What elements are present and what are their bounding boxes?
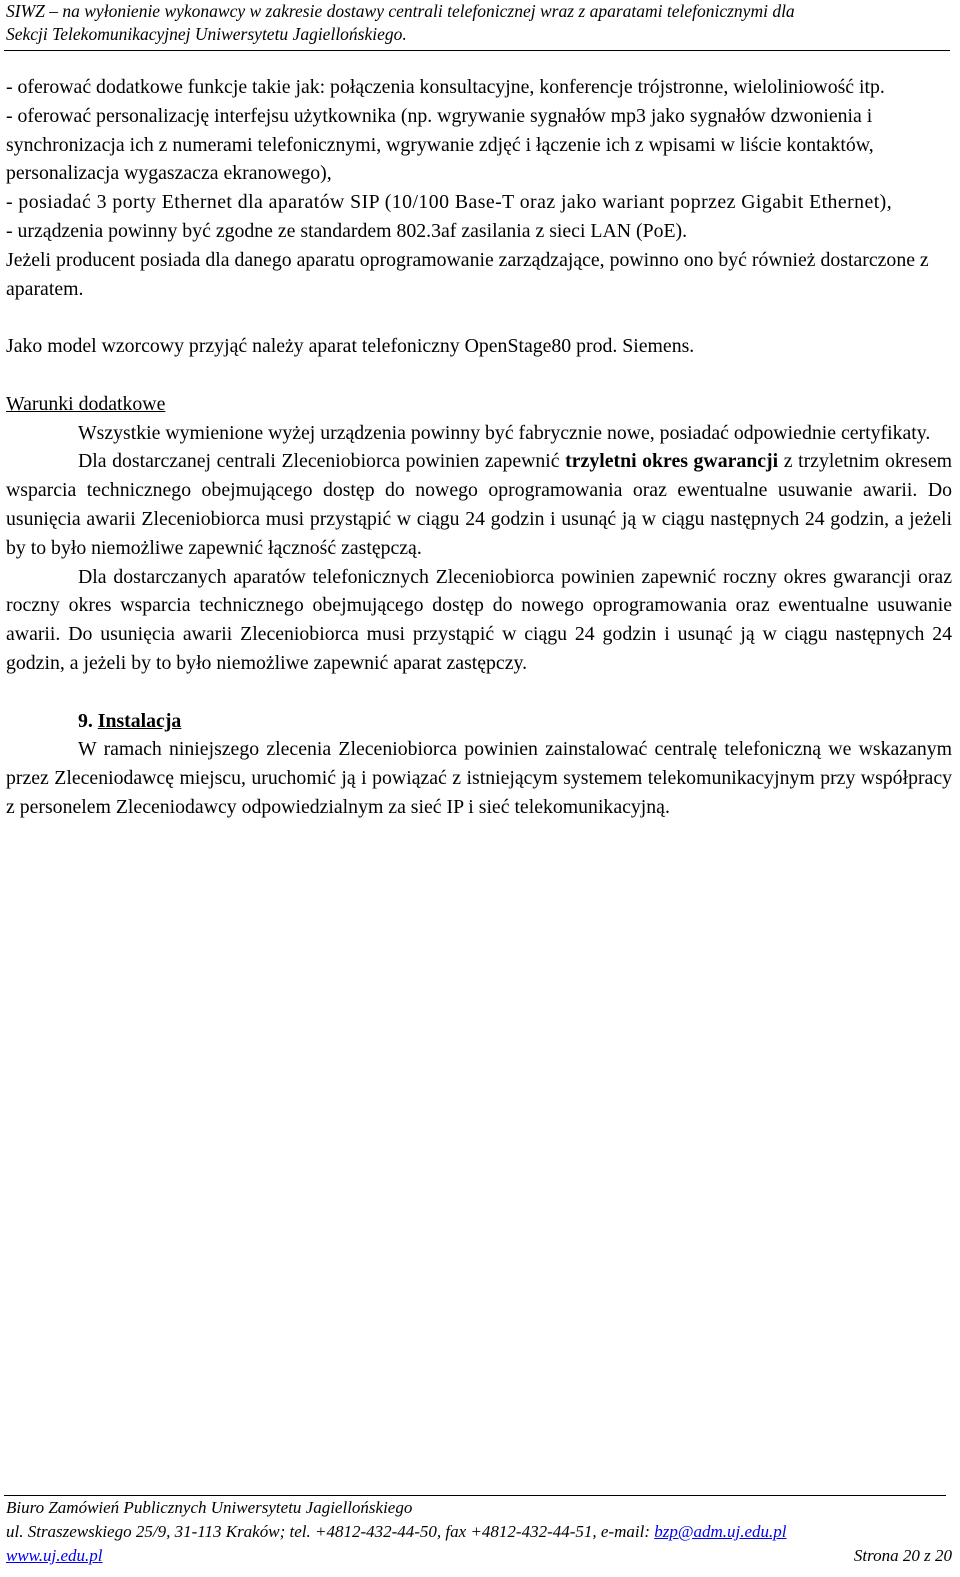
footer-address: ul. Straszewskiego 25/9, 31-113 Kraków; tel. +4812-432-44-50, fax +4812-432-44-51, e-mail:: [6, 1522, 655, 1541]
central-warranty-text-a: Dla dostarczanej centrali Zleceniobiorca powinien zapewnić: [78, 450, 566, 473]
spacer: [6, 361, 952, 390]
central-warranty-text-b: z trzyletnim okresem wsparcia technicznego obejmującego dostęp do nowego oprogramowania oraz ewentualne usuwanie awarii. Do usunięcia awarii Zleceniobiorca musi przystąpić w ciągu 24 godzin i usunąć ją w ciągu następnych 24 godzin, a jeżeli by to było niemożliwe zapewnić łączność zastępczą.: [6, 450, 952, 559]
section-title: Instalacja: [97, 709, 182, 732]
section-heading-instalacja: [6, 707, 952, 736]
page-footer: [6, 1496, 952, 1568]
page-header: [6, 0, 954, 46]
header-line-2: Sekcji Telekomunikacyjnej Uniwersytetu Jagiellońskiego.: [6, 24, 407, 44]
bullet-ethernet-ports: - posiadać 3 porty Ethernet dla aparatów SIP (10/100 Base-T oraz jako wariant poprzez Gigabit Ethernet),: [6, 191, 893, 214]
header-divider: [4, 50, 950, 51]
spacer: [6, 678, 952, 707]
bullet-personalization: - oferować personalizację interfejsu użytkownika (np. wgrywanie sygnałów mp3 jako sygnałów dzwonienia i synchronizacja ich z numerami telefonicznymi, wgrywanie zdjęć i łączenie ich z wpisami w liście kontaktów, personalizacja wygaszacza ekranowego),: [6, 104, 874, 185]
installation-paragraph: W ramach niniejszego zlecenia Zleceniobiorca powinien zainstalować centralę telefoniczną we wskazanym przez Zleceniodawcę miejscu, uruchomić ją i powiązać z istniejącym systemem telekomunikacyjnym przy współpracy z personelem Zleceniodawcy odpowiedzialnym za sieć IP i sieć telekomunikacyjną.: [6, 738, 952, 818]
header-line-1: SIWZ – na wyłonienie wykonawcy w zakresie dostawy centrali telefonicznej wraz z aparatami telefonicznymi dla: [6, 1, 795, 21]
warranty-period-bold: trzyletni okres gwarancji: [565, 450, 779, 473]
page-number: Strona 20 z 20: [853, 1546, 952, 1565]
bullet-additional-functions: - oferować dodatkowe funkcje takie jak: połączenia konsultacyjne, konferencje trójstronne, wieloliniowość itp.: [6, 76, 885, 98]
bullet-poe-standard: - urządzenia powinny być zgodne ze standardem 802.3af zasilania z sieci LAN (PoE).: [6, 219, 688, 242]
footer-office-name: Biuro Zamówień Publicznych Uniwersytetu Jagiellońskiego: [6, 1498, 413, 1517]
spacer: [6, 303, 952, 332]
management-software-paragraph: Jeżeli producent posiada dla danego aparatu oprogramowanie zarządzające, powinno ono być również dostarczone z aparatem.: [6, 248, 929, 300]
footer-contact-line: [6, 1520, 952, 1544]
section-heading-warunki: Warunki dodatkowe: [6, 392, 166, 415]
footer-website-link[interactable]: www.uj.edu.pl: [6, 1546, 103, 1565]
new-devices-paragraph: Wszystkie wymienione wyżej urządzenia powinny być fabrycznie nowe, posiadać odpowiednie certyfikaty.: [78, 421, 931, 444]
section-number: 9.: [78, 709, 98, 732]
central-warranty-paragraph: [6, 447, 952, 562]
document-body: [6, 73, 952, 822]
reference-model-paragraph: Jako model wzorcowy przyjąć należy aparat telefoniczny OpenStage80 prod. Siemens.: [6, 335, 695, 358]
footer-email-link[interactable]: bzp@adm.uj.edu.pl: [654, 1522, 787, 1541]
phones-warranty-paragraph: Dla dostarczanych aparatów telefonicznych Zleceniobiorca powinien zapewnić roczny okres gwarancji oraz roczny okres wsparcia technicznego obejmującego dostęp do nowego oprogramowania oraz ewentualne usuwanie awarii. Do usunięcia awarii Zleceniobiorca musi przystąpić w ciągu 24 godzin i usunąć ją w ciągu następnych 24 godzin, a jeżeli by to było niemożliwe zapewnić aparat zastępczy.: [6, 565, 952, 674]
footer-bottom-row: [6, 1544, 952, 1568]
